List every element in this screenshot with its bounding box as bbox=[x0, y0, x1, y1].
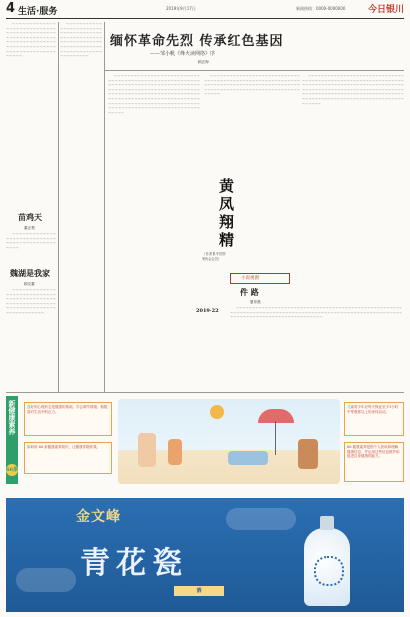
bottle-cap bbox=[320, 516, 334, 530]
section-divider bbox=[104, 70, 404, 71]
cloud-decoration bbox=[16, 568, 76, 592]
story-text: ～～～～～～～～～～～～～～～～～～～～～～～～～～～～～～～～～～～～～～～～～～～～～～～～～～～～～～～～～～～～～～～～～～～～～～～～～～～～～～～～～～～～～～～～～～～～～～～～～～～～～～～～～～～～～～～～～～～～～～～～～～～～～～～～～～～～～～ bbox=[230, 306, 402, 320]
side-article-title: 苗鸡天 bbox=[18, 212, 42, 222]
section-divider bbox=[6, 392, 404, 393]
page-header bbox=[6, 1, 404, 19]
bottle-image bbox=[304, 528, 350, 606]
health-tip-box: 儿童青少年应每天保证至少1小时中等强度以上的身体活动。 bbox=[344, 402, 404, 436]
health-tip-box: 良好的心理状态是健康的基础，学会调节情绪，积极面对生活中的压力。 bbox=[24, 402, 112, 436]
article-text-column: ～～～～～～～～～～～～～～～～～～～～～～～～～～～～～～～～～～～～～～～～～～～～～～～～～～～～～～～～～～～～～～～～～～～～～～～～～～～～～～～～～～～～～～～～～～～～～～～～～～ bbox=[60, 22, 102, 59]
health-tip-box: 如何用 66 条健康素养知识，让健康伴随你我。 bbox=[24, 442, 112, 474]
bottle-pattern bbox=[314, 556, 344, 586]
side-article-author: 顾友董 bbox=[24, 282, 35, 286]
main-byline: 顾正海 bbox=[198, 60, 209, 64]
story-title: 件 路 bbox=[240, 287, 259, 297]
column-label-box bbox=[230, 273, 290, 284]
side-article-text: ～～～～～～～～～～～～～～～～～～～～～～～～～～～～～～～～～～～～～～～～～～～～～～～～～～～～～～～～～～～～～～～～～～～～～～～～～～～～～～～～～～～～～ bbox=[6, 288, 56, 315]
article-text-column: ～～～～～～～～～～～～～～～～～～～～～～～～～～～～～～～～～～～～～～～～～～～～～～～～～～～～～～～～～～～～～～～～～～～～～～～～～～～～～～～～～～～～～～～～～～～～～～～～～～～～～～～～～～～～ bbox=[6, 22, 56, 59]
ad-brand: 金文峰 bbox=[76, 509, 121, 525]
person-figure bbox=[298, 439, 318, 469]
umbrella-icon bbox=[258, 409, 294, 423]
side-article-text: ～～～～～～～～～～～～～～～～～～～～～～～～～～～～～～～～～～～～～～～～～～～～～～～ bbox=[6, 232, 56, 250]
health-illustration bbox=[118, 399, 340, 484]
story-author: 夏东晨 bbox=[250, 300, 261, 304]
side-article-author: 董正观 bbox=[24, 226, 35, 230]
column-divider bbox=[58, 22, 59, 392]
article-signature: （作者系中国作家协会会员） bbox=[202, 252, 226, 261]
calligraphy-artwork bbox=[196, 178, 244, 318]
person-figure bbox=[168, 439, 182, 465]
column-label: 小说视窗 bbox=[241, 276, 259, 281]
page-number: 4 bbox=[6, 1, 16, 16]
health-band-text: 新健康素养 bbox=[8, 400, 17, 435]
cloud-decoration bbox=[226, 508, 296, 530]
issue-date: 2019年9月17日 bbox=[166, 6, 196, 11]
newspaper-logo: 今日银川 bbox=[367, 5, 404, 15]
article-text-column: ～～～～～～～～～～～～～～～～～～～～～～～～～～～～～～～～～～～～～～～～～～～～～～～～～～～～～～～～～～～～～～～～～～～～～～～～～～～～～～～～～～～～～～～～～～～～～～～～～～～～～～～～～～～～～～～～～～～～～～～～～～～ bbox=[204, 74, 300, 97]
ad-product-name: 青花瓷 bbox=[80, 546, 188, 581]
article-text-column: ～～～～～～～～～～～～～～～～～～～～～～～～～～～～～～～～～～～～～～～～～～～～～～～～～～～～～～～～～～～～～～～～～～～～～～～～～～～～～～～～～～～～～～～～～～～～～～～～～～～～～～～～～～～～～～～～～～～～～～～～～～～～～～～～～～～～～～～～～～～～～～～～～～～～～～～～～～～～～～～～～～～～～～～～～～～～～～～～～～～～～～～～～～～～～～～～～～～～ bbox=[302, 74, 404, 106]
beach-mat bbox=[228, 451, 268, 465]
main-subheadline: ——邹小帆《烽火读网络》序 bbox=[150, 51, 216, 57]
sun-icon bbox=[210, 405, 224, 419]
column-divider bbox=[104, 22, 105, 392]
ad-tag: 酒 bbox=[174, 586, 224, 596]
health-count-badge: 66条 bbox=[6, 464, 18, 476]
health-band bbox=[6, 396, 18, 484]
health-literacy-section bbox=[0, 396, 410, 492]
section-title: 生活·服务 bbox=[18, 7, 58, 17]
calligraphy-text: 黄凤翔精 bbox=[217, 178, 235, 250]
header-meta: 新闻热线：0000-0000000 bbox=[296, 6, 346, 11]
umbrella-pole bbox=[275, 421, 276, 455]
person-figure bbox=[138, 433, 156, 467]
calligraphy-date: 2019·22 bbox=[196, 308, 219, 314]
main-headline: 缅怀革命先烈 传承红色基因 bbox=[110, 34, 284, 49]
health-tip-box: 66.健康素养是指个人获取和理解健康信息，并运用这些信息维护和促进自身健康的能力。 bbox=[344, 442, 404, 482]
side-article-title: 魏湖是我家 bbox=[10, 268, 50, 278]
liquor-advertisement bbox=[6, 498, 404, 612]
article-text-column: ～～～～～～～～～～～～～～～～～～～～～～～～～～～～～～～～～～～～～～～～～～～～～～～～～～～～～～～～～～～～～～～～～～～～～～～～～～～～～～～～～～～～～～～～～～～～～～～～～～～～～～～～～～～～～～～～～～～～～～～～～～～～～～～～～～～～～～～～～～～～～～～～～～～～～～～～～～～～～～～～～～～～～～～～～～～～～～～～～～～～～～～～～～～～～～～～～～～～～～～～～～～～～～～～～～～～～～～～～～～～～～～～～～～ bbox=[108, 74, 200, 115]
